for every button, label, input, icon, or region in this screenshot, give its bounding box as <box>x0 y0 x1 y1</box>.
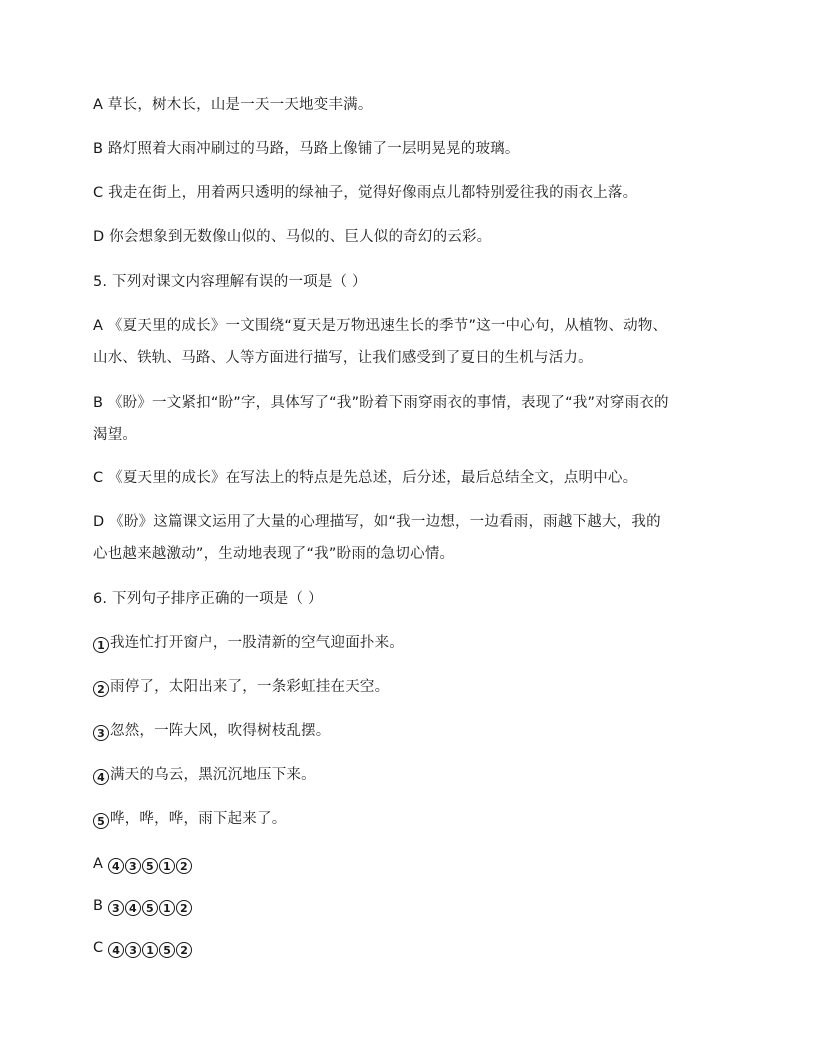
q4-option-c: C 我走在街上，用着两只透明的绿袖子，觉得好像雨点儿都特别爱往我的雨衣上落。 <box>93 185 638 201</box>
circled-number-marker: 3 <box>108 900 124 916</box>
q4-option-d: D 你会想象到无数像山似的、马似的、巨人似的奇幻的云彩。 <box>93 229 492 245</box>
circled-number-marker: 1 <box>142 942 158 958</box>
q4-option-b: B 路灯照着大雨冲刷过的马路，马路上像铺了一层明晃晃的玻璃。 <box>93 141 520 157</box>
q6-sentence-2 <box>93 677 756 697</box>
q5-option-a-line2: 山水、铁轨、马路、人等方面进行描写，让我们感受到了夏日的生机与活力。 <box>93 350 593 366</box>
circled-number-marker: 2 <box>93 681 109 697</box>
q5-question-stem: 5. 下列对课文内容理解有误的一项是（ ） <box>93 274 367 290</box>
circled-number-marker: 3 <box>93 725 109 741</box>
circled-number-marker: 4 <box>108 858 124 874</box>
q6-sentence-5 <box>93 809 756 829</box>
sentence-text: 雨停了，太阳出来了，一条彩虹挂在天空。 <box>110 679 390 695</box>
sentence-text: 满天的乌云，黑沉沉地压下来。 <box>110 767 316 783</box>
circled-number-marker: 5 <box>93 813 109 829</box>
q6-option-b <box>93 896 756 916</box>
circled-number-marker: 4 <box>93 769 109 785</box>
q6-option-a <box>93 854 756 874</box>
circled-number-marker: 2 <box>176 858 192 874</box>
option-letter: B <box>93 898 104 914</box>
q5-option-b-line2: 渴望。 <box>93 427 138 443</box>
q5-option-b-line1: B 《盼》一文紧扣“盼”字，具体写了“我”盼着下雨穿雨衣的事情，表现了“我”对穿雨衣的 <box>93 395 669 411</box>
option-letter: C <box>93 940 104 956</box>
circled-number-marker: 4 <box>108 942 124 958</box>
option-letter: A <box>93 856 104 872</box>
q6-sentence-4 <box>93 765 756 785</box>
circled-number-marker: 1 <box>159 900 175 916</box>
q4-option-a: A 草长，树木长，山是一天一天地变丰满。 <box>93 97 373 113</box>
sentence-text: 我连忙打开窗户，一股清新的空气迎面扑来。 <box>110 635 404 651</box>
q6-sentence-1 <box>93 633 756 653</box>
circled-number-marker: 2 <box>176 942 192 958</box>
circled-number-marker: 4 <box>125 900 141 916</box>
circled-number-marker: 5 <box>142 900 158 916</box>
q5-option-c: C 《夏天里的成长》在写法上的特点是先总述，后分述，最后总结全文，点明中心。 <box>93 470 638 486</box>
q5-option-a-line1: A 《夏天里的成长》一文围绕“夏天是万物迅速生长的季节”这一中心句，从植物、动物、 <box>93 318 668 334</box>
circled-number-marker: 1 <box>93 637 109 653</box>
q6-question-stem: 6. 下列句子排序正确的一项是（ ） <box>93 591 323 607</box>
q5-option-d-line1: D 《盼》这篇课文运用了大量的心理描写，如“我一边想，一边看雨，雨越下越大，我的 <box>93 514 661 530</box>
q5-option-d-line2: 心也越来越激动”，生动地表现了“我”盼雨的急切心情。 <box>93 546 455 562</box>
circled-number-marker: 5 <box>159 942 175 958</box>
q6-sentence-3 <box>93 721 756 741</box>
q6-option-c <box>93 938 756 958</box>
circled-number-marker: 1 <box>159 858 175 874</box>
circled-number-marker: 5 <box>142 858 158 874</box>
circled-number-marker: 3 <box>125 858 141 874</box>
sentence-text: 忽然，一阵大风，吹得树枝乱摆。 <box>110 723 331 739</box>
circled-number-marker: 2 <box>176 900 192 916</box>
circled-number-marker: 3 <box>125 942 141 958</box>
sentence-text: 哗，哗，哗，雨下起来了。 <box>110 811 287 827</box>
